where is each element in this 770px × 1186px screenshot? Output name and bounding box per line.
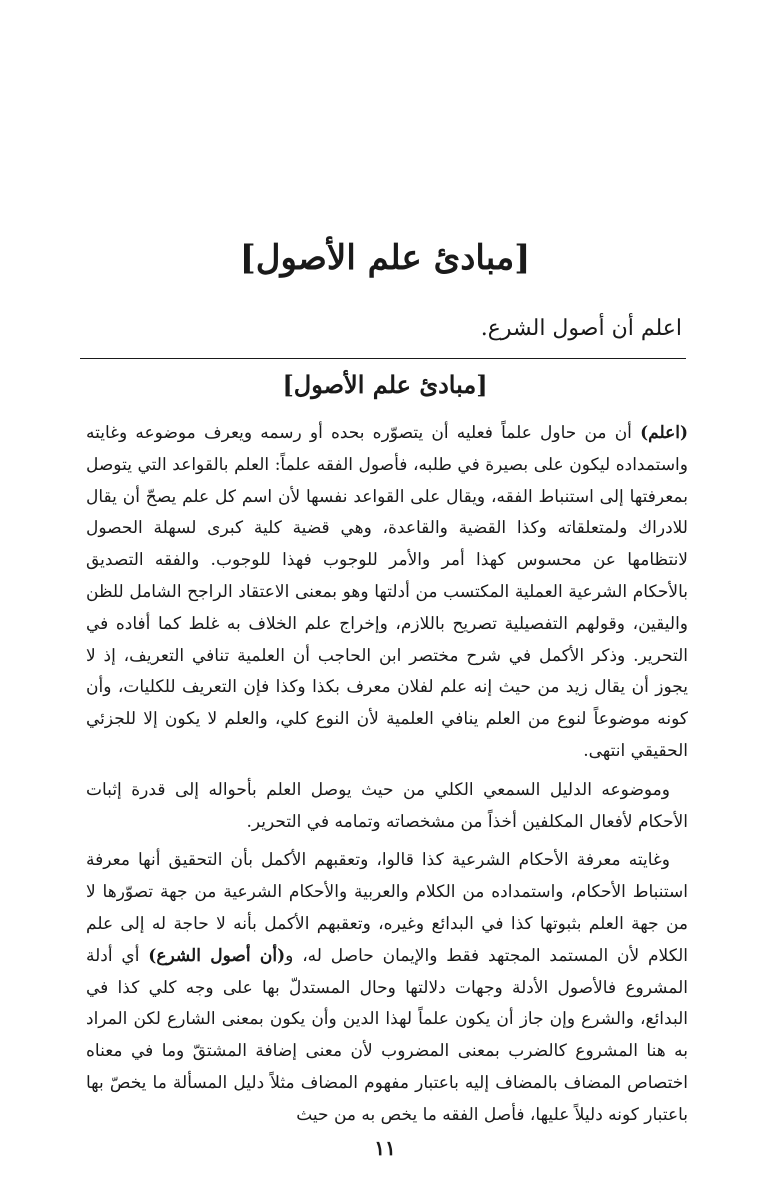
chapter-title: [مبادئ علم الأصول] (239, 238, 531, 278)
matn-text: اعلم أن أصول الشرع. (480, 316, 682, 341)
paragraph-1-text: أن من حاول علماً فعليه أن يتصوّره بحده أو رسمه ويعرف موضوعه وغايته واستمداده ليكون على بصيرة في طلبه، فأصول الفقه علماً: العلم بالقواعد التي يتوصل بمعرفتها إلى استنباط الفقه، ويقال على القواعد نفسها لأن اسم كل علم يصحّ أن يقال للادراك ولمتعلقاته وكذا القضية والقاعدة، وهي قضية كلية كبرى لسهلة الحصول لانتظامها عن محسوس كهذا أمر والأمر للوجوب فهذا للوجوب. والفقه التصديق بالأحكام الشرعية العملية المكتسب من أدلتها وهو بمعنى الاعتقاد الراجح الشامل للظن واليقين، وقولهم التفصيلية تصريح باللازم، وإخراج علم الخلاف به غلط كما أفاده في التحرير. وذكر الأكمل في شرح مختصر ابن الحاجب أن العلمية تنافي التعريف، إذ لا يجوز أن يقال زيد من حيث إنه علم لفلان معرف بكذا وكذا فإن التعريف للكليات، وأن كونه موضوعاً لنوع من العلم ينافي العلمية لأن النوع كلي، والعلم لا يكون إلا للجزئي الحقيقي انتهى. (86, 423, 688, 761)
page-number: ١١ (374, 1136, 396, 1160)
commentary-title: [مبادئ علم الأصول] (282, 370, 488, 399)
commentary-body (86, 418, 688, 1139)
paragraph-3 (86, 845, 688, 1131)
lemma-usul-al-shar: (أن أصول الشرع) (148, 945, 286, 966)
separator-rule (80, 358, 686, 359)
paragraph-2: وموضوعه الدليل السمعي الكلي من حيث يوصل العلم بأحواله إلى قدرة إثبات الأحكام لأفعال المكلفين أخذاً من مشخصاته وتمامه في التحرير. (86, 779, 688, 832)
paragraph-1 (86, 418, 688, 768)
paragraph-3-text-a: وغايته معرفة الأحكام الشرعية كذا قالوا، وتعقبهم الأكمل بأن التحقيق أنها معرفة استنباط الأحكام، واستمداده من الكلام والعربية والأحكام الشرعية من جهة تصوّرها لا من جهة العلم بثبوتها كذا في البدائع وغيره، وتعقبهم الأكمل بأنه لا حاجة له إلى علم الكلام لأن المستمد المجتهد فقط والإيمان حاصل له، و (86, 850, 688, 966)
paragraph-3-text-b: أي أدلة المشروع فالأصول الأدلة وجهات دلالتها وحال المستدلّ بها على وجه كلي كذا في البدائع، والشرع وإن جاز أن يكون علماً لهذا الدين وأن يكون بمعنى الشارع لكن المراد به هنا المشروع كالضرب بمعنى المضروب لأن معنى إضافة المشتقّ وما في معناه اختصاص المضاف بالمضاف إليه باعتبار مفهوم المضاف مثلاً دليل المسألة ما يخصّ بها باعتبار كونه دليلاً عليها، فأصل الفقه ما يخص به من حيث (86, 945, 688, 1125)
lemma-alam: (اعلم) (640, 423, 688, 443)
